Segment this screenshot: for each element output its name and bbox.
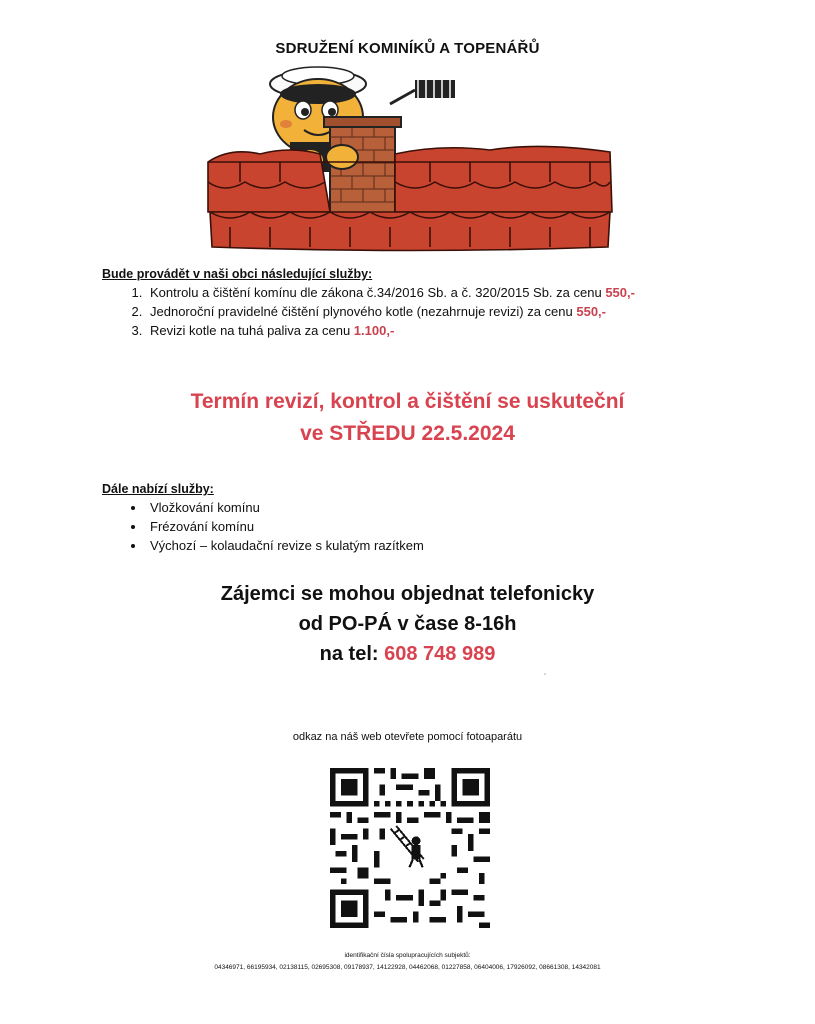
contact-line-2: od PO-PÁ v čase 8-16h: [298, 613, 517, 635]
contact-line-1: Zájemci se mohou objednat telefonicky: [220, 583, 595, 605]
services-heading: Bude provádět v naši obci následující služby:: [102, 267, 373, 281]
list-item: 3. Revizi kotle na tuhá paliva za cenu 1.100,-: [146, 321, 722, 340]
scan-speck: [544, 673, 546, 675]
list-item: • Frézování komínu: [146, 517, 722, 536]
contact-phone-line: na tel: 608 748 989: [319, 643, 496, 665]
qr-code-icon[interactable]: [330, 768, 490, 928]
footer-title: identifikační čísla spolupracujících subjektů:: [344, 952, 471, 959]
price-label: 550,-: [605, 285, 635, 300]
roof-tiles-icon: [208, 146, 612, 250]
list-item: 1. Kontrolu a čištění komínu dle zákona č.34/2016 Sb. a č. 320/2015 Sb. za cenu 550,-: [146, 283, 722, 302]
extra-services-heading: Dále nabízí služby:: [102, 482, 214, 496]
list-item: • Výchozí – kolaudační revize s kulatým razítkem: [146, 536, 722, 555]
extra-services-list: [102, 498, 722, 555]
announcement-date: ve STŘEDU 22.5.2024: [300, 422, 515, 445]
phone-number[interactable]: 608 748 989: [384, 643, 496, 665]
page-title: SDRUŽENÍ KOMINÍKŮ A TOPENÁŘŮ: [275, 40, 540, 57]
services-section: [102, 267, 722, 340]
qr-note: odkaz na náš web otevřete pomocí fotoaparátu: [292, 731, 523, 743]
chimney-sweep-on-roof-icon: [200, 62, 620, 252]
extra-services-section: [102, 482, 722, 555]
list-item: • Vložkování komínu: [146, 498, 722, 517]
price-label: 550,-: [576, 304, 606, 319]
announcement-line-1: Termín revizí, kontrol a čištění se uskuteční: [190, 390, 625, 413]
chimney-brush-icon: [390, 80, 455, 104]
services-list: [102, 283, 722, 340]
price-label: 1.100,-: [353, 323, 395, 338]
footer-id-numbers: 04346971, 66195934, 02138115, 02695308, 09178937, 14122928, 04462068, 01227858, 06404006, 17926092, 08661308, 14342081: [214, 964, 601, 971]
list-item: 2. Jednoroční pravidelné čištění plynového kotle (nezahrnuje revizi) za cenu 550,-: [146, 302, 722, 321]
